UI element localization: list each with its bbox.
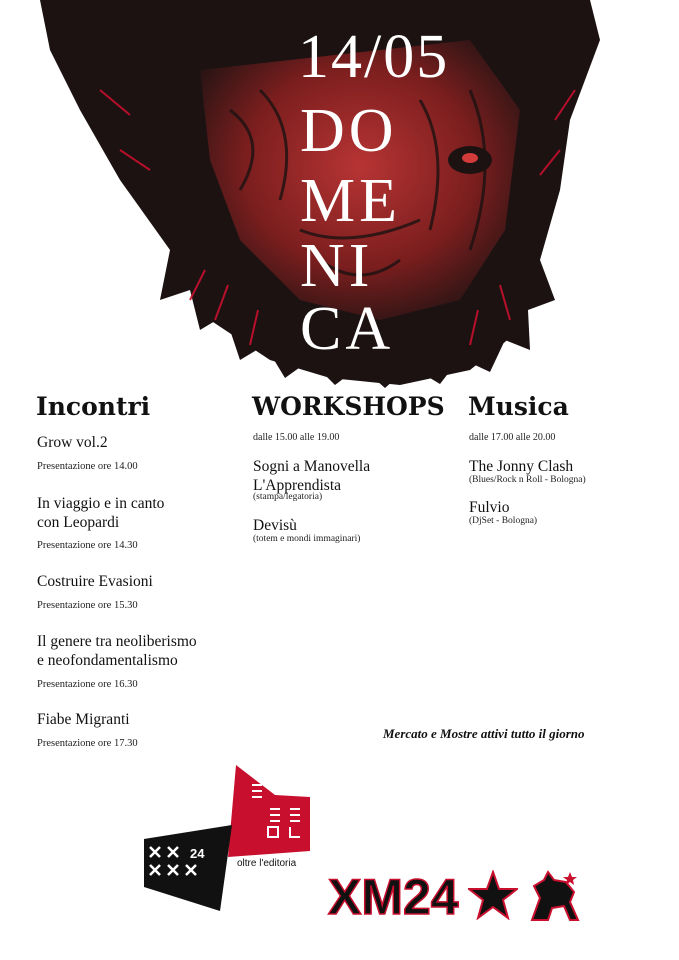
incontri-event-time: Presentazione ore 15.30	[37, 600, 138, 611]
workshops-time-range: dalle 15.00 alle 19.00	[253, 432, 340, 443]
oltre-red-shape	[228, 765, 310, 857]
incontri-heading: Incontri	[36, 392, 151, 421]
music-act-title: Fulvio	[469, 499, 510, 516]
day-syllable-2: ME	[300, 167, 401, 235]
workshop-note: (stampa/legatoria)	[253, 492, 323, 502]
incontri-event-title: In viaggio e in canto con Leopardi	[37, 495, 165, 531]
incontri-event-time: Presentazione ore 16.30	[37, 679, 138, 690]
incontri-event-title: Il genere tra neoliberismo e neofondamentalismo	[37, 633, 197, 669]
music-act-note: (Blues/Rock n Roll - Bologna)	[469, 475, 586, 485]
workshop-title: Sogni a Manovella L'Apprendista	[253, 458, 371, 494]
day-syllable-3: NI	[300, 232, 374, 300]
incontri-event-time: Presentazione ore 14.30	[37, 540, 138, 551]
oltre-logo	[140, 765, 320, 915]
day-syllable-4: CA	[300, 295, 395, 363]
star-icon	[468, 870, 518, 920]
oltre-label: oltre l'editoria	[237, 858, 297, 869]
market-note: Mercato e Mostre attivi tutto il giorno	[383, 726, 585, 741]
xm24-small-number: 24	[190, 846, 205, 861]
workshop-note: (totem e mondi immaginari)	[253, 534, 361, 544]
incontri-event-title: Grow vol.2	[37, 434, 108, 451]
workshops-heading: WORKSHOPS	[252, 392, 445, 421]
workshop-title: Devisù	[253, 517, 297, 534]
day-syllable-1: DO	[300, 97, 398, 165]
musica-heading: Musica	[468, 392, 569, 421]
date-label: 14/05	[298, 23, 450, 91]
musica-time-range: dalle 17.00 alle 20.00	[469, 432, 556, 443]
incontri-event-time: Presentazione ore 17.30	[37, 738, 138, 749]
music-act-title: The Jonny Clash	[469, 458, 574, 475]
incontri-event-time: Presentazione ore 14.00	[37, 461, 138, 472]
incontri-event-title: Fiabe Migranti	[37, 711, 130, 728]
animal-emblem-icon	[526, 868, 586, 924]
music-act-note: (DjSet - Bologna)	[469, 516, 538, 526]
xm24-wordmark: XM24	[328, 869, 459, 925]
incontri-event-title: Costruire Evasioni	[37, 573, 153, 590]
